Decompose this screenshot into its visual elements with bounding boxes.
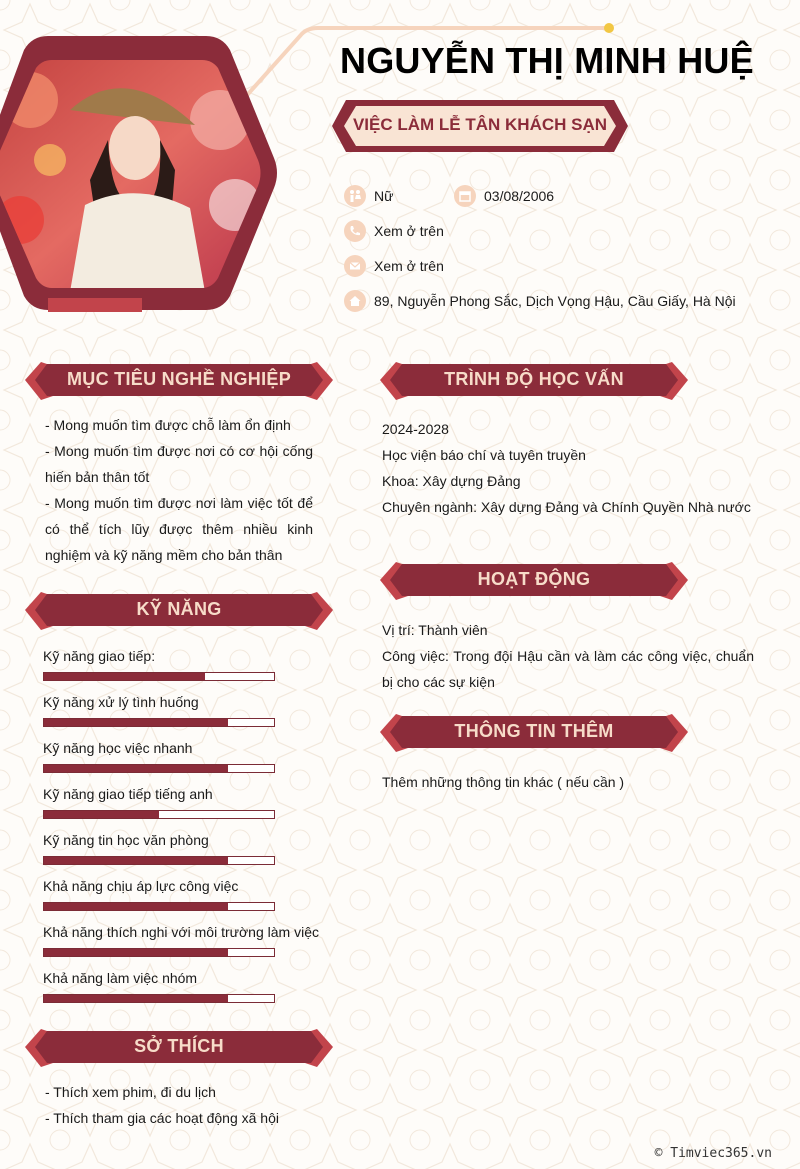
skill-item xyxy=(43,877,333,911)
skill-item xyxy=(43,739,333,773)
skill-item xyxy=(43,923,333,957)
skill-item xyxy=(43,785,333,819)
education-faculty: Khoa: Xây dựng Đảng xyxy=(382,473,521,489)
skill-name: Kỹ năng xử lý tình huống xyxy=(43,694,199,710)
birthdate-row xyxy=(454,185,554,207)
skills-heading xyxy=(25,588,333,634)
more-info-heading xyxy=(380,710,688,756)
skill-name: Kỹ năng tin học văn phòng xyxy=(43,832,209,848)
more-info-title: THÔNG TIN THÊM xyxy=(454,721,614,741)
phone-value: Xem ở trên xyxy=(374,223,444,239)
skill-bar-fill xyxy=(44,811,159,818)
profile-photo xyxy=(0,30,280,330)
skill-name: Kỹ năng giao tiếp tiếng anh xyxy=(43,786,213,802)
activities-text xyxy=(382,617,754,695)
address-value: 89, Nguyễn Phong Sắc, Dịch Vọng Hậu, Cầu Giấy, Hà Nội xyxy=(374,293,736,309)
skill-name: Khả năng thích nghi với môi trường làm việc xyxy=(43,924,319,940)
objective-text xyxy=(45,412,313,568)
hobbies-text xyxy=(45,1079,325,1131)
calendar-icon xyxy=(454,185,476,207)
job-title: VIỆC LÀM LỄ TÂN KHÁCH SẠN xyxy=(352,115,608,134)
skill-item xyxy=(43,831,333,865)
watermark: © Timviec365.vn xyxy=(654,1146,772,1161)
objective-title: MỤC TIÊU NGHỀ NGHIỆP xyxy=(66,369,291,389)
phone-row xyxy=(344,220,444,242)
skill-bar xyxy=(43,672,275,681)
email-row xyxy=(344,255,444,277)
gender-value: Nữ xyxy=(374,188,394,204)
skill-bar xyxy=(43,902,275,911)
objective-line: - Mong muốn tìm được nơi làm việc tốt để có thể tích lũy được thêm nhiều kinh nghiệm và kỹ năng mềm cho bản thân xyxy=(45,495,313,563)
job-title-banner xyxy=(330,98,630,154)
hobbies-title: SỞ THÍCH xyxy=(134,1036,224,1056)
education-period: 2024-2028 xyxy=(382,421,449,437)
education-school: Học viện báo chí và tuyên truyền xyxy=(382,447,586,463)
skill-bar-fill xyxy=(44,765,228,772)
more-info-text: Thêm những thông tin khác ( nếu cần ) xyxy=(382,774,625,790)
gold-dot xyxy=(604,23,614,33)
objective-line: - Mong muốn tìm được chỗ làm ổn định xyxy=(45,417,291,433)
home-icon xyxy=(344,290,366,312)
activities-heading xyxy=(380,558,688,604)
skill-bar-fill xyxy=(44,995,228,1002)
candidate-name: NGUYỄN THỊ MINH HUỆ xyxy=(340,40,754,81)
skill-item xyxy=(43,969,333,1003)
skills-title: KỸ NĂNG xyxy=(136,599,222,619)
education-heading xyxy=(380,358,688,404)
skill-item xyxy=(43,647,333,681)
skill-bar-fill xyxy=(44,857,228,864)
activities-title: HOẠT ĐỘNG xyxy=(477,569,591,589)
hobby-line: - Thích tham gia các hoạt động xã hội xyxy=(45,1110,279,1126)
gender-row xyxy=(344,185,393,207)
activity-work: Công việc: Trong đội Hậu cần và làm các công việc, chuẩn bị cho các sự kiện xyxy=(382,648,754,690)
skill-bar-fill xyxy=(44,719,228,726)
skill-item xyxy=(43,693,333,727)
phone-icon xyxy=(344,220,366,242)
gender-icon xyxy=(344,185,366,207)
skill-name: Kỹ năng giao tiếp: xyxy=(43,648,156,664)
skill-name: Khả năng làm việc nhóm xyxy=(43,970,198,986)
skill-bar xyxy=(43,810,275,819)
birthdate-value: 03/08/2006 xyxy=(484,188,555,204)
education-major: Chuyên ngành: Xây dựng Đảng và Chính Quyền Nhà nước xyxy=(382,499,751,515)
skill-name: Khả năng chịu áp lực công việc xyxy=(43,878,239,894)
education-title: TRÌNH ĐỘ HỌC VẤN xyxy=(444,369,624,389)
skill-name: Kỹ năng học việc nhanh xyxy=(43,740,193,756)
hobbies-heading xyxy=(25,1025,333,1071)
skill-bar-fill xyxy=(44,673,205,680)
hobby-line: - Thích xem phim, đi du lịch xyxy=(45,1084,216,1100)
education-text xyxy=(382,416,772,520)
skill-bar xyxy=(43,856,275,865)
objective-heading xyxy=(25,358,333,404)
skill-bar xyxy=(43,994,275,1003)
email-value: Xem ở trên xyxy=(374,258,444,274)
skill-bar-fill xyxy=(44,949,228,956)
skill-bar xyxy=(43,764,275,773)
skill-bar-fill xyxy=(44,903,228,910)
address-row xyxy=(344,290,736,312)
envelope-icon xyxy=(344,255,366,277)
skill-bar xyxy=(43,948,275,957)
skill-bar xyxy=(43,718,275,727)
activity-position: Vị trí: Thành viên xyxy=(382,622,488,638)
objective-line: - Mong muốn tìm được nơi có cơ hội cống hiến bản thân tốt xyxy=(45,443,313,485)
